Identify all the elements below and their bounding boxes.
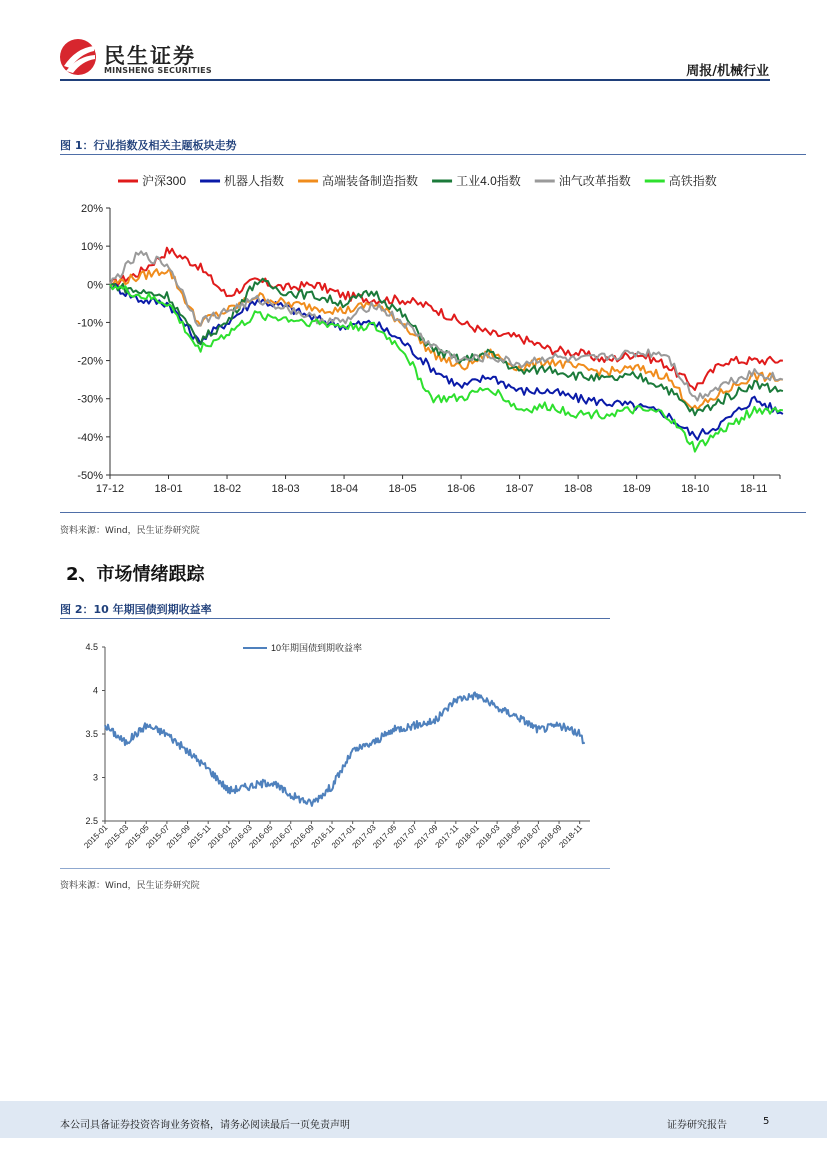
legend-label: 10年期国债到期收益率 [271, 643, 363, 653]
y-tick-label: 20% [80, 203, 103, 215]
x-tick-label: 2018-07 [515, 823, 543, 851]
x-tick-label: 2016-03 [226, 823, 254, 851]
page-number: 5 [763, 1116, 770, 1127]
x-tick-label: 18-01 [154, 483, 183, 495]
figure2-chart [60, 624, 610, 866]
x-tick-label: 18-06 [447, 483, 476, 495]
figure1-legend [118, 173, 717, 188]
x-tick-label: 18-10 [681, 483, 710, 495]
y-tick-label: 4 [92, 685, 98, 696]
x-tick-label: 2016-07 [268, 823, 296, 851]
x-tick-label: 18-08 [564, 483, 593, 495]
x-tick-label: 17-12 [95, 483, 125, 495]
y-tick-label: -30% [77, 393, 103, 406]
figure1-title: 图 1：行业指数及相关主题板块走势 [60, 139, 237, 152]
x-tick-label: 2016-01 [206, 823, 234, 851]
x-tick-label: 2017-05 [371, 823, 399, 851]
x-tick-label: 2015-11 [185, 823, 213, 850]
y-tick-label: 2.5 [85, 816, 98, 826]
x-tick-label: 18-03 [271, 483, 300, 495]
x-tick-label: 2015-07 [144, 823, 172, 851]
figure2-bottom-rule [60, 868, 610, 869]
header-divider [60, 79, 770, 81]
x-tick-label: 2015-09 [164, 823, 192, 851]
legend-label: 高铁指数 [668, 174, 717, 188]
y-tick-label: -10% [77, 317, 103, 330]
x-tick-label: 2017-03 [350, 823, 378, 851]
x-tick-label: 2016-05 [247, 823, 275, 851]
x-tick-label: 18-05 [388, 483, 417, 495]
legend-label: 工业4.0指数 [456, 174, 521, 188]
figure2-source: 资料来源：Wind，民生证券研究院 [60, 881, 200, 891]
x-tick-label: 18-04 [329, 483, 359, 495]
x-tick-label: 2018-05 [495, 823, 523, 851]
series-line [110, 269, 783, 410]
report-category: 周报/机械行业 [686, 64, 769, 79]
x-tick-label: 2018-11 [557, 823, 585, 850]
figure2-series [105, 692, 585, 806]
legend-label: 沪深300 [142, 174, 187, 188]
x-tick-label: 2017-01 [329, 823, 358, 851]
series-line [110, 248, 783, 390]
x-tick-label: 2017-11 [433, 823, 461, 850]
x-tick-label: 2015-05 [123, 823, 151, 851]
figure2-top-rule [60, 618, 610, 619]
x-tick-label: 2016-09 [288, 823, 316, 851]
x-tick-label: 18-07 [505, 483, 534, 495]
figure1-source: 资料来源：Wind，民生证券研究院 [60, 526, 200, 536]
y-tick-label: 0% [87, 279, 103, 292]
y-tick-label: -20% [77, 355, 103, 368]
y-tick-label: 3 [92, 772, 98, 783]
figure2-title: 图 2：10 年期国债到期收益率 [60, 603, 212, 616]
x-tick-label: 2018-03 [474, 823, 502, 851]
y-tick-label: -50% [77, 470, 103, 482]
legend-label: 油气改革指数 [558, 174, 631, 188]
figure2-axes [82, 642, 590, 850]
series-line [105, 692, 585, 806]
x-tick-label: 2018-01 [453, 823, 481, 851]
minsheng-logo-icon [58, 38, 98, 76]
figure1-top-rule [60, 154, 806, 155]
logo-name-en: MINSHENG SECURITIES [104, 66, 212, 75]
y-tick-label: 10% [80, 241, 103, 254]
x-tick-label: 18-09 [622, 483, 651, 495]
legend-label: 机器人指数 [224, 174, 285, 188]
y-tick-label: -40% [77, 431, 103, 444]
logo-name-cn: 民生证券 [104, 44, 196, 68]
footer-disclaimer: 本公司具备证券投资咨询业务资格，请务必阅读最后一页免责声明 [60, 1120, 350, 1131]
figure2-legend [243, 642, 362, 653]
x-tick-label: 18-11 [740, 483, 768, 495]
x-tick-label: 18-02 [212, 483, 242, 495]
x-tick-label: 2018-09 [536, 823, 564, 851]
figure1-bottom-rule [60, 512, 806, 513]
x-tick-label: 2015-03 [102, 823, 131, 851]
footer-report-type: 证券研究报告 [667, 1120, 727, 1131]
x-tick-label: 2017-09 [412, 823, 440, 851]
x-tick-label: 2017-07 [391, 823, 419, 851]
x-tick-label: 2016-11 [309, 823, 337, 850]
legend-label: 高端装备制造指数 [322, 174, 419, 188]
y-tick-label: 3.5 [85, 729, 98, 739]
y-tick-label: 4.5 [85, 642, 98, 652]
x-tick-label: 2015-01 [82, 823, 110, 851]
figure1-chart [60, 160, 806, 508]
section-title: 2、市场情绪跟踪 [66, 564, 205, 585]
figure1-series [110, 248, 783, 452]
